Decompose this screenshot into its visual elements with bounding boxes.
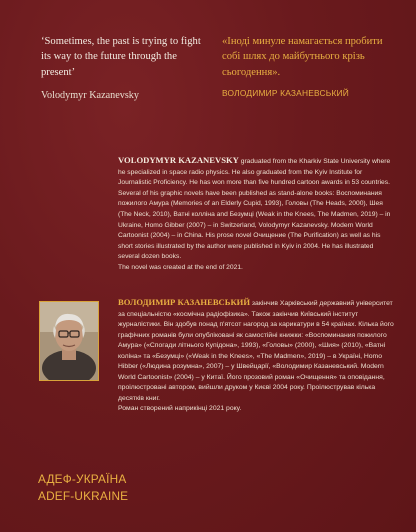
biography-ukrainian-closing: Роман створений наприкінці 2021 року. bbox=[118, 405, 242, 412]
publisher-name-ukrainian: АДЕФ-УКРАЇНА bbox=[38, 472, 127, 486]
author-name-ukrainian: ВОЛОДИМИР КАЗАНЕВСЬКИЙ bbox=[118, 297, 251, 307]
biography-english-text: graduated from the Kharkiv State University where he specialized in space radio physics. He also graduated from the Kyiv Institute for Journalistic Proficiency. He has won more than five hundred cartoon awards in 53 countries. Several of his graphic novels have been published as stand-alone books: Воспоминания пожилого Амура (Memories of an Elderly Cupid, 1993), Головы (The Heads, 2000), Шея (The Neck, 2010), Ватні колліна and Безумці (Weak in the Knees, The Madmen, 2019) – in Ukraine, Homo Gibber (2007) – in Switzerland, Volodymyr Kazanevsky. Modern World Cartoonist (2004) – in China. His prose novel Очищение (The Purification) as well as his short stories illustrated by the author were published in Kyiv in 2004. He has illustrated several dozen books. bbox=[118, 158, 391, 261]
author-photo bbox=[39, 301, 99, 381]
quote-english bbox=[41, 34, 201, 103]
author-portrait-illustration bbox=[40, 302, 98, 380]
quote-ukrainian bbox=[222, 34, 390, 101]
quote-english-text: ‘Sometimes, the past is trying to fight its way to the future through the present’ bbox=[41, 36, 201, 78]
biography-english bbox=[118, 155, 394, 274]
quote-ukrainian-author: ВОЛОДИМИР КАЗАНЕВСЬКИЙ bbox=[222, 87, 349, 98]
quote-english-author: Volodymyr Kazanevsky bbox=[41, 89, 139, 101]
publisher-name-english: ADEF-UKRAINE bbox=[38, 489, 129, 503]
quote-ukrainian-text: «Іноді минуле намагається пробити собі шлях до майбутнього крізь сьогодення». bbox=[222, 36, 383, 78]
biography-english-closing: The novel was created at the end of 2021. bbox=[118, 263, 243, 271]
author-name-english: VOLODYMYR KAZANEVSKY bbox=[118, 155, 239, 165]
biography-ukrainian-text: закінчив Харківський державний університет за спеціальністю «космічна радіофізика». Також закінчив Київський інститут журналістики. Він здобув понад п'ятсот нагород за карикатури в 54 країнах. Кілька його графічних романів були опубліковані як самостійні книжки: «Воспоминания пожилого Амура» («Спогади літнього Купідона», 1993), «Головы» (2000), «Шия» (2010), «Ватні коліна» та «Безумці» («Weak in the Knees», «The Madmen», 2019) – в Україні, Homo Hibber («Людина розумна», 2007) – у Швейцарії, «Володимир Казаневський. Modern World Cartoonist» (2004) – у Китаї. Його прозовий роман «Очищення» та оповідання, проілюстровані автором, вийшли друком у Києві 2004 року. Проілюстрував кілька десятків книг. bbox=[118, 300, 394, 402]
biography-ukrainian bbox=[118, 297, 394, 415]
